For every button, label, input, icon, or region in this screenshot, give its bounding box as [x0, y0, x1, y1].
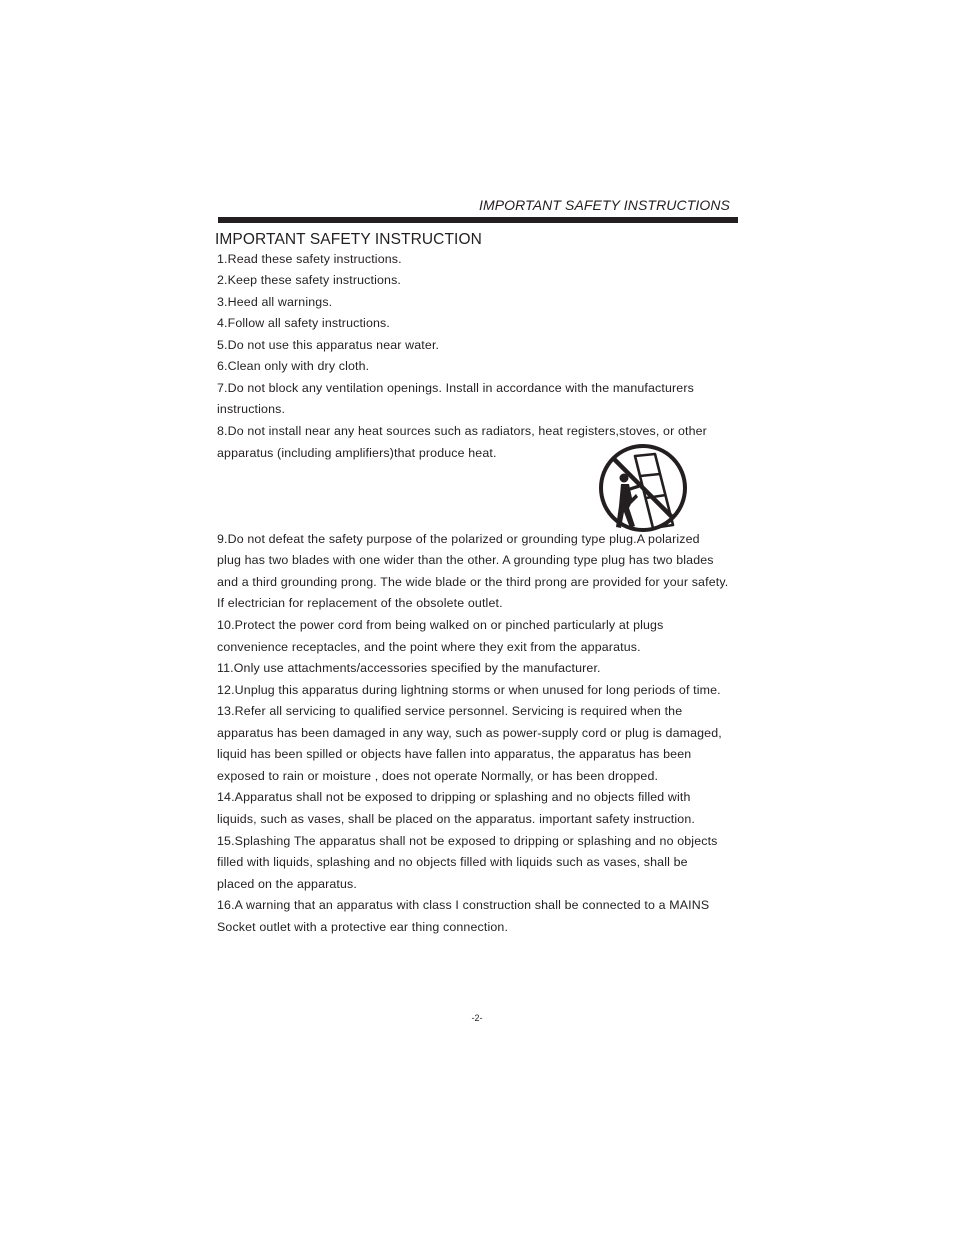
no-cart-tip-over-icon — [597, 442, 689, 534]
instruction-line: 6.Clean only with dry cloth. — [217, 359, 370, 373]
instruction-line: 7.Do not block any ventilation openings. Install in accordance with the manufacturers — [217, 381, 694, 395]
instruction-line: 16.A warning that an apparatus with class I construction shall be connected to a MAINS — [217, 898, 710, 912]
instruction-line: 4.Follow all safety instructions. — [217, 316, 390, 330]
instruction-line: instructions. — [217, 402, 286, 416]
instruction-line: 12.Unplug this apparatus during lightning storms or when unused for long periods of time. — [217, 683, 721, 697]
instruction-line: exposed to rain or moisture , does not operate Normally, or has been dropped. — [217, 769, 659, 783]
instruction-line: 9.Do not defeat the safety purpose of the polarized or grounding type plug.A polarized — [217, 532, 700, 546]
instruction-line: Socket outlet with a protective ear thing connection. — [217, 920, 509, 934]
running-header: IMPORTANT SAFETY INSTRUCTIONS — [478, 197, 730, 213]
instruction-line: liquid has been spilled or objects have fallen into apparatus, the apparatus has been — [217, 747, 692, 761]
instruction-line: 15.Splashing The apparatus shall not be exposed to dripping or splashing and no objects — [217, 834, 718, 848]
section-title: IMPORTANT SAFETY INSTRUCTION — [215, 231, 482, 248]
instruction-line: 1.Read these safety instructions. — [217, 252, 402, 266]
instruction-line: 8.Do not install near any heat sources such as radiators, heat registers,stoves, or other — [217, 424, 707, 438]
instruction-line: and a third grounding prong. The wide blade or the third prong are provided for your safety. — [217, 575, 729, 589]
instruction-line: 14.Apparatus shall not be exposed to dripping or splashing and no objects filled with — [217, 790, 691, 804]
instruction-line: convenience receptacles, and the point where they exit from the apparatus. — [217, 640, 641, 654]
instruction-line: plug has two blades with one wider than the other. A grounding type plug has two blades — [217, 553, 714, 567]
instruction-line: 13.Refer all servicing to qualified service personnel. Servicing is required when the — [217, 704, 683, 718]
instruction-line: liquids, such as vases, shall be placed on the apparatus. important safety instruction. — [217, 812, 695, 826]
instruction-line: 3.Heed all warnings. — [217, 295, 333, 309]
instruction-line: 5.Do not use this apparatus near water. — [217, 338, 440, 352]
instruction-line: 2.Keep these safety instructions. — [217, 273, 402, 287]
instruction-line: 10.Protect the power cord from being walked on or pinched particularly at plugs — [217, 618, 664, 632]
instruction-line: If electrician for replacement of the obsolete outlet. — [217, 596, 503, 610]
instruction-line: placed on the apparatus. — [217, 877, 357, 891]
instruction-line: apparatus (including amplifiers)that produce heat. — [217, 446, 497, 460]
header-rule — [218, 217, 738, 223]
instruction-line: apparatus has been damaged in any way, such as power-supply cord or plug is damaged, — [217, 726, 722, 740]
instruction-line: 11.Only use attachments/accessories specified by the manufacturer. — [217, 661, 601, 675]
instruction-line: filled with liquids, splashing and no objects filled with liquids such as vases, shall be — [217, 855, 688, 869]
page-number: -2- — [471, 1013, 483, 1023]
